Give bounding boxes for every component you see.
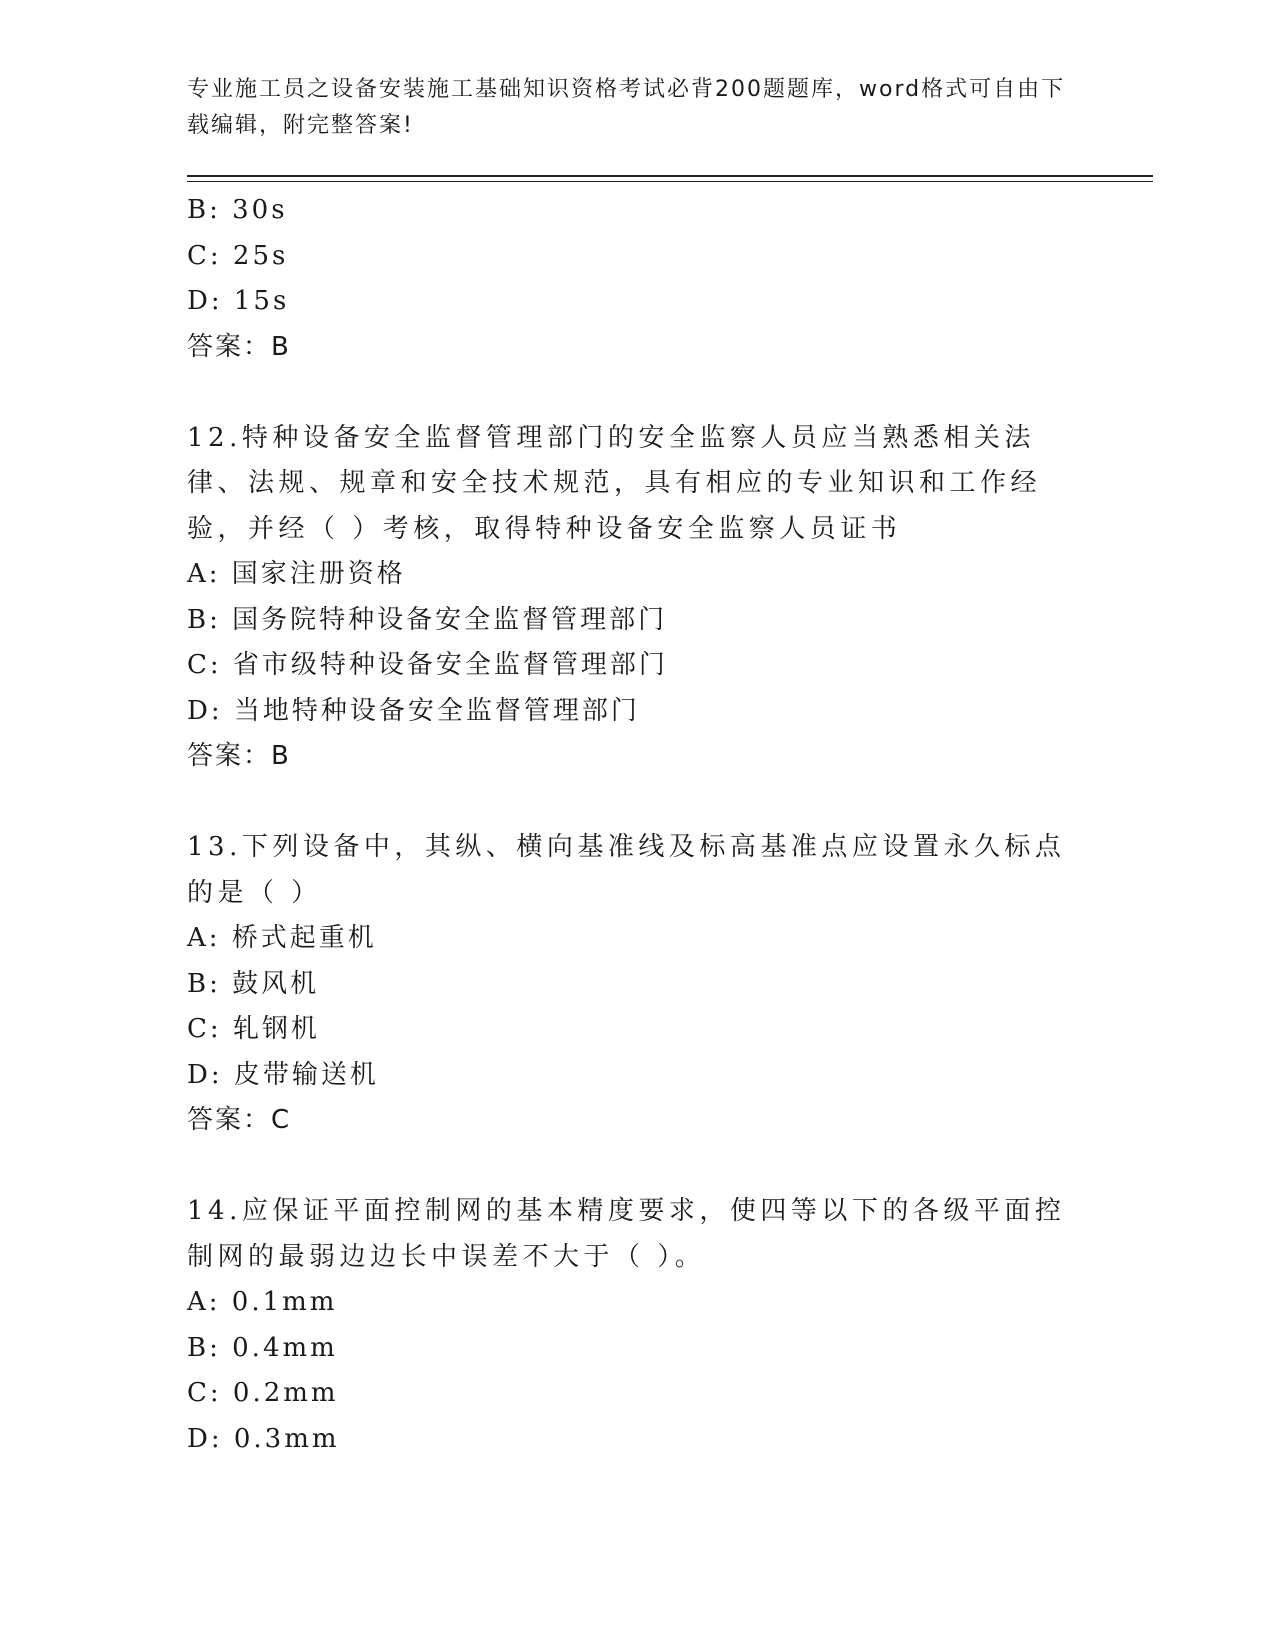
question-stem: 14.应保证平面控制网的基本精度要求，使四等以下的各级平面控制网的最弱边边长中误差不大于（ ）。 — [187, 1196, 1066, 1272]
answer-label: 答案：B — [187, 741, 291, 771]
option-d: D: 15s — [187, 286, 290, 316]
option-a: A: 国家注册资格 — [187, 559, 406, 589]
option-b: B: 0.4mm — [187, 1332, 338, 1363]
option-a: A: 0.1mm — [187, 1287, 338, 1317]
header-divider-thin — [187, 181, 1153, 182]
answer-label: 答案：C — [187, 1105, 292, 1135]
question-stem: 12.特种设备安全监督管理部门的安全监察人员应当熟悉相关法律、法规、规章和安全技术规范，具有相应的专业知识和工作经验，并经（ ）考核，取得特种设备安全监察人员证书 — [187, 422, 1042, 544]
option-d: D: 皮带输送机 — [187, 1059, 379, 1090]
option-b: B: 国务院特种设备安全监督管理部门 — [187, 604, 668, 635]
spacer — [187, 1144, 1087, 1190]
option-c: C: 省市级特种设备安全监督管理部门 — [187, 650, 668, 680]
option-d: D: 0.3mm — [187, 1423, 340, 1454]
header-divider-thick — [187, 175, 1153, 177]
question-12 — [187, 416, 1087, 780]
question-13 — [187, 825, 1087, 1144]
spacer — [187, 780, 1087, 826]
option-c: C: 轧钢机 — [187, 1014, 320, 1044]
option-c: C: 25s — [187, 240, 289, 271]
question-list — [187, 188, 1087, 1462]
option-b: B: 30s — [187, 195, 288, 225]
page-header-title: 专业施工员之设备安装施工基础知识资格考试必背200题题库，word格式可自由下载编辑，附完整答案! — [187, 77, 1066, 138]
option-c: C: 0.2mm — [187, 1378, 339, 1408]
question-stem: 13.下列设备中，其纵、横向基准线及标高基准点应设置永久标点的是（ ） — [187, 832, 1066, 908]
option-b: B: 鼓风机 — [187, 968, 320, 999]
question-14 — [187, 1189, 1087, 1462]
answer-label: 答案：B — [187, 331, 291, 362]
question-11-tail — [187, 188, 1087, 370]
spacer — [187, 370, 1087, 416]
option-d: D: 当地特种设备安全监督管理部门 — [187, 695, 640, 726]
option-a: A: 桥式起重机 — [187, 923, 377, 953]
